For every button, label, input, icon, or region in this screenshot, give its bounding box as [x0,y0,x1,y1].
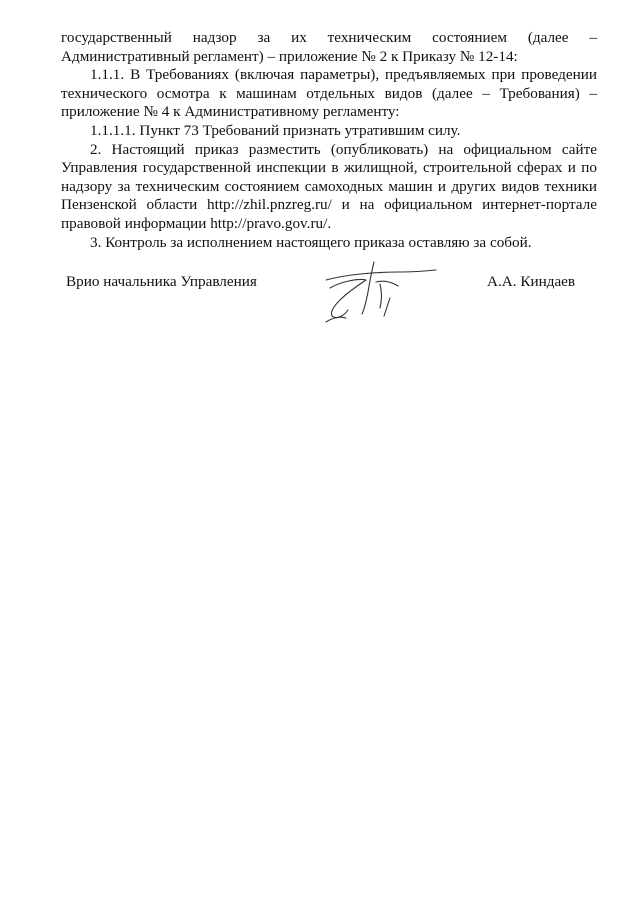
handwritten-signature-icon [318,258,443,326]
paragraph-2: 2. Настоящий приказ разместить (опубликовать) на официальном сайте Управления государственной инспекции в жилищной, строительной сферах и по надзору за техническим состоянием самоходных машин и других видов техники Пензенской области http://zhil.pnzreg.ru/ и на официальном интернет-портале правовой информации http://pravo.gov.ru/. [61,140,597,232]
paragraph-1-1-1: 1.1.1. В Требованиях (включая параметры), предъявляемых при проведении технического осмотра к машинам отдельных видов (далее – Требования) – приложение № 4 к Административному регламенту: [61,66,597,121]
document-body [61,29,597,252]
signatory-name: А.А. Киндаев [487,273,576,290]
paragraph-continuation: государственный надзор за их техническим состоянием (далее – Административный регламент) – приложение № 2 к Приказу № 12-14: [61,29,597,65]
paragraph-1-1-1-1: 1.1.1.1. Пункт 73 Требований признать утратившим силу. [90,121,461,139]
signatory-position: Врио начальника Управления [66,273,257,290]
paragraph-3: 3. Контроль за исполнением настоящего приказа оставляю за собой. [90,233,532,251]
